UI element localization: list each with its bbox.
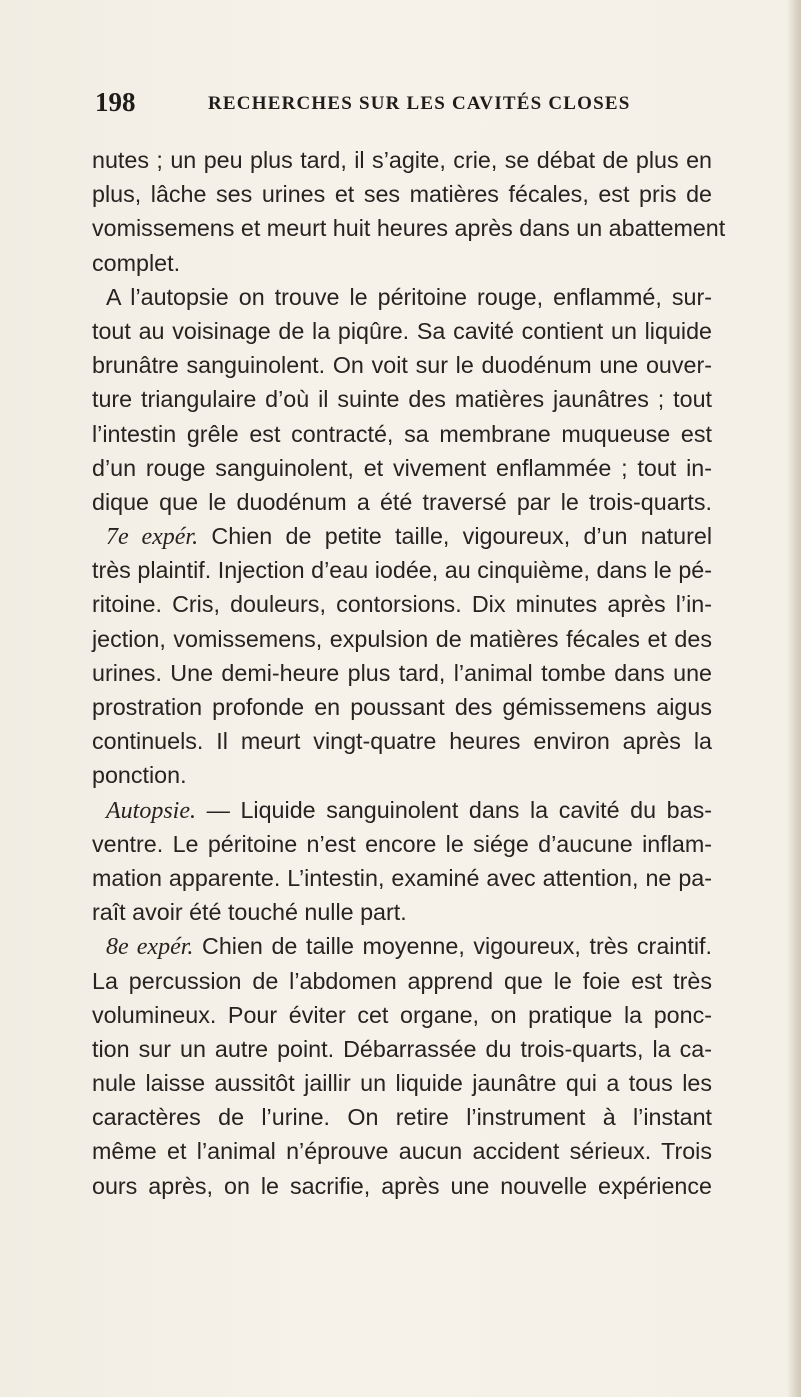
text-line xyxy=(92,382,712,416)
text-line xyxy=(92,793,712,827)
body-text xyxy=(92,143,726,1203)
text-line xyxy=(92,280,712,314)
line-text: brunâtre sanguinolent. On voit sur le duodénum une ouver- xyxy=(92,352,712,379)
text-line xyxy=(92,211,726,245)
line-text: prostration profonde en poussant des gémissemens aigus xyxy=(92,694,712,720)
italic-lead: Autopsie. xyxy=(106,797,196,824)
text-line xyxy=(92,1032,712,1066)
line-text: ventre. Le péritoine n’est encore le siége d’aucune inflam- xyxy=(92,830,712,857)
page-header xyxy=(95,83,745,123)
page-edge-shadow xyxy=(787,0,801,1397)
line-text: raît avoir été touché nulle part. xyxy=(92,899,407,926)
line-text: continuels. Il meurt vingt-quatre heures environ après la xyxy=(92,728,712,755)
line-text: plus, lâche ses urines et ses matières fécales, est pris de xyxy=(92,181,712,208)
page-number: 198 xyxy=(95,87,136,117)
line-text: ours après, on le sacrifie, après une nouvelle expérience xyxy=(92,1172,712,1199)
text-line xyxy=(92,656,712,690)
running-head: RECHERCHES SUR LES CAVITÉS CLOSES xyxy=(208,93,631,114)
line-text: urines. Une demi-heure plus tard, l’animal tombe dans une xyxy=(92,659,712,686)
text-line xyxy=(92,622,712,656)
text-line xyxy=(92,246,712,280)
text-line xyxy=(92,485,712,519)
line-text: tion sur un autre point. Débarrassée du trois-quarts, la ca- xyxy=(92,1035,712,1062)
text-line xyxy=(92,587,712,621)
text-line xyxy=(92,1100,712,1134)
text-line xyxy=(92,895,712,929)
line-text: vomissemens et meurt huit heures après dans un abattement xyxy=(92,215,726,242)
line-text: mation apparente. L’intestin, examiné avec attention, ne pa- xyxy=(92,864,712,891)
line-text: volumineux. Pour éviter cet organe, on pratique la ponc- xyxy=(92,1001,712,1028)
line-text: — Liquide sanguinolent dans la cavité du bas- xyxy=(196,796,712,823)
line-text: complet. xyxy=(92,249,181,276)
text-line xyxy=(92,1066,712,1100)
text-line xyxy=(92,929,712,963)
text-line xyxy=(92,724,712,758)
line-text: l’intestin grêle est contracté, sa membrane muqueuse est xyxy=(92,420,712,447)
text-line xyxy=(92,519,712,553)
line-text: caractères de l’urine. On retire l’instrument à l’instant xyxy=(92,1104,712,1131)
line-text: ritoine. Cris, douleurs, contorsions. Dix minutes après l’in- xyxy=(92,591,712,618)
text-line xyxy=(92,827,712,861)
line-text: ponction. xyxy=(92,762,187,789)
italic-lead: 8e expér. xyxy=(106,934,194,961)
text-line xyxy=(92,143,712,177)
text-line xyxy=(92,964,712,998)
text-line xyxy=(92,690,712,724)
text-line xyxy=(92,998,712,1032)
line-text: nule laisse aussitôt jaillir un liquide jaunâtre qui a tous les xyxy=(92,1070,712,1097)
line-text: ture triangulaire d’où il suinte des matières jaunâtres ; tout xyxy=(92,386,712,413)
line-text: Chien de petite taille, vigoureux, d’un naturel xyxy=(198,523,713,550)
text-line xyxy=(92,861,712,895)
text-line xyxy=(92,417,712,451)
line-text: A l’autopsie on trouve le péritoine rouge, enflammé, sur- xyxy=(106,283,712,310)
line-text: dique que le duodénum a été traversé par le trois-quarts. xyxy=(92,488,712,515)
line-text: jection, vomissemens, expulsion de matières fécales et des xyxy=(92,625,712,652)
text-line xyxy=(92,177,712,211)
line-text: très plaintif. Injection d’eau iodée, au cinquième, dans le pé- xyxy=(92,557,712,584)
line-text: tout au voisinage de la piqûre. Sa cavité contient un liquide xyxy=(92,317,712,344)
text-line xyxy=(92,314,712,348)
text-line xyxy=(92,758,712,792)
text-line xyxy=(92,1134,712,1168)
line-text: Chien de taille moyenne, vigoureux, très craintif. xyxy=(193,933,712,960)
line-text: La percussion de l’abdomen apprend que le foie est très xyxy=(92,967,712,994)
text-line xyxy=(92,553,712,587)
line-text: même et l’animal n’éprouve aucun accident sérieux. Trois xyxy=(92,1138,712,1165)
text-line xyxy=(92,451,712,485)
text-line xyxy=(92,1169,712,1203)
text-line xyxy=(92,348,712,382)
italic-lead: 7e expér. xyxy=(106,524,199,551)
line-text: d’un rouge sanguinolent, et vivement enflammée ; tout in- xyxy=(92,454,712,481)
line-text: nutes ; un peu plus tard, il s’agite, crie, se débat de plus en xyxy=(92,147,712,173)
